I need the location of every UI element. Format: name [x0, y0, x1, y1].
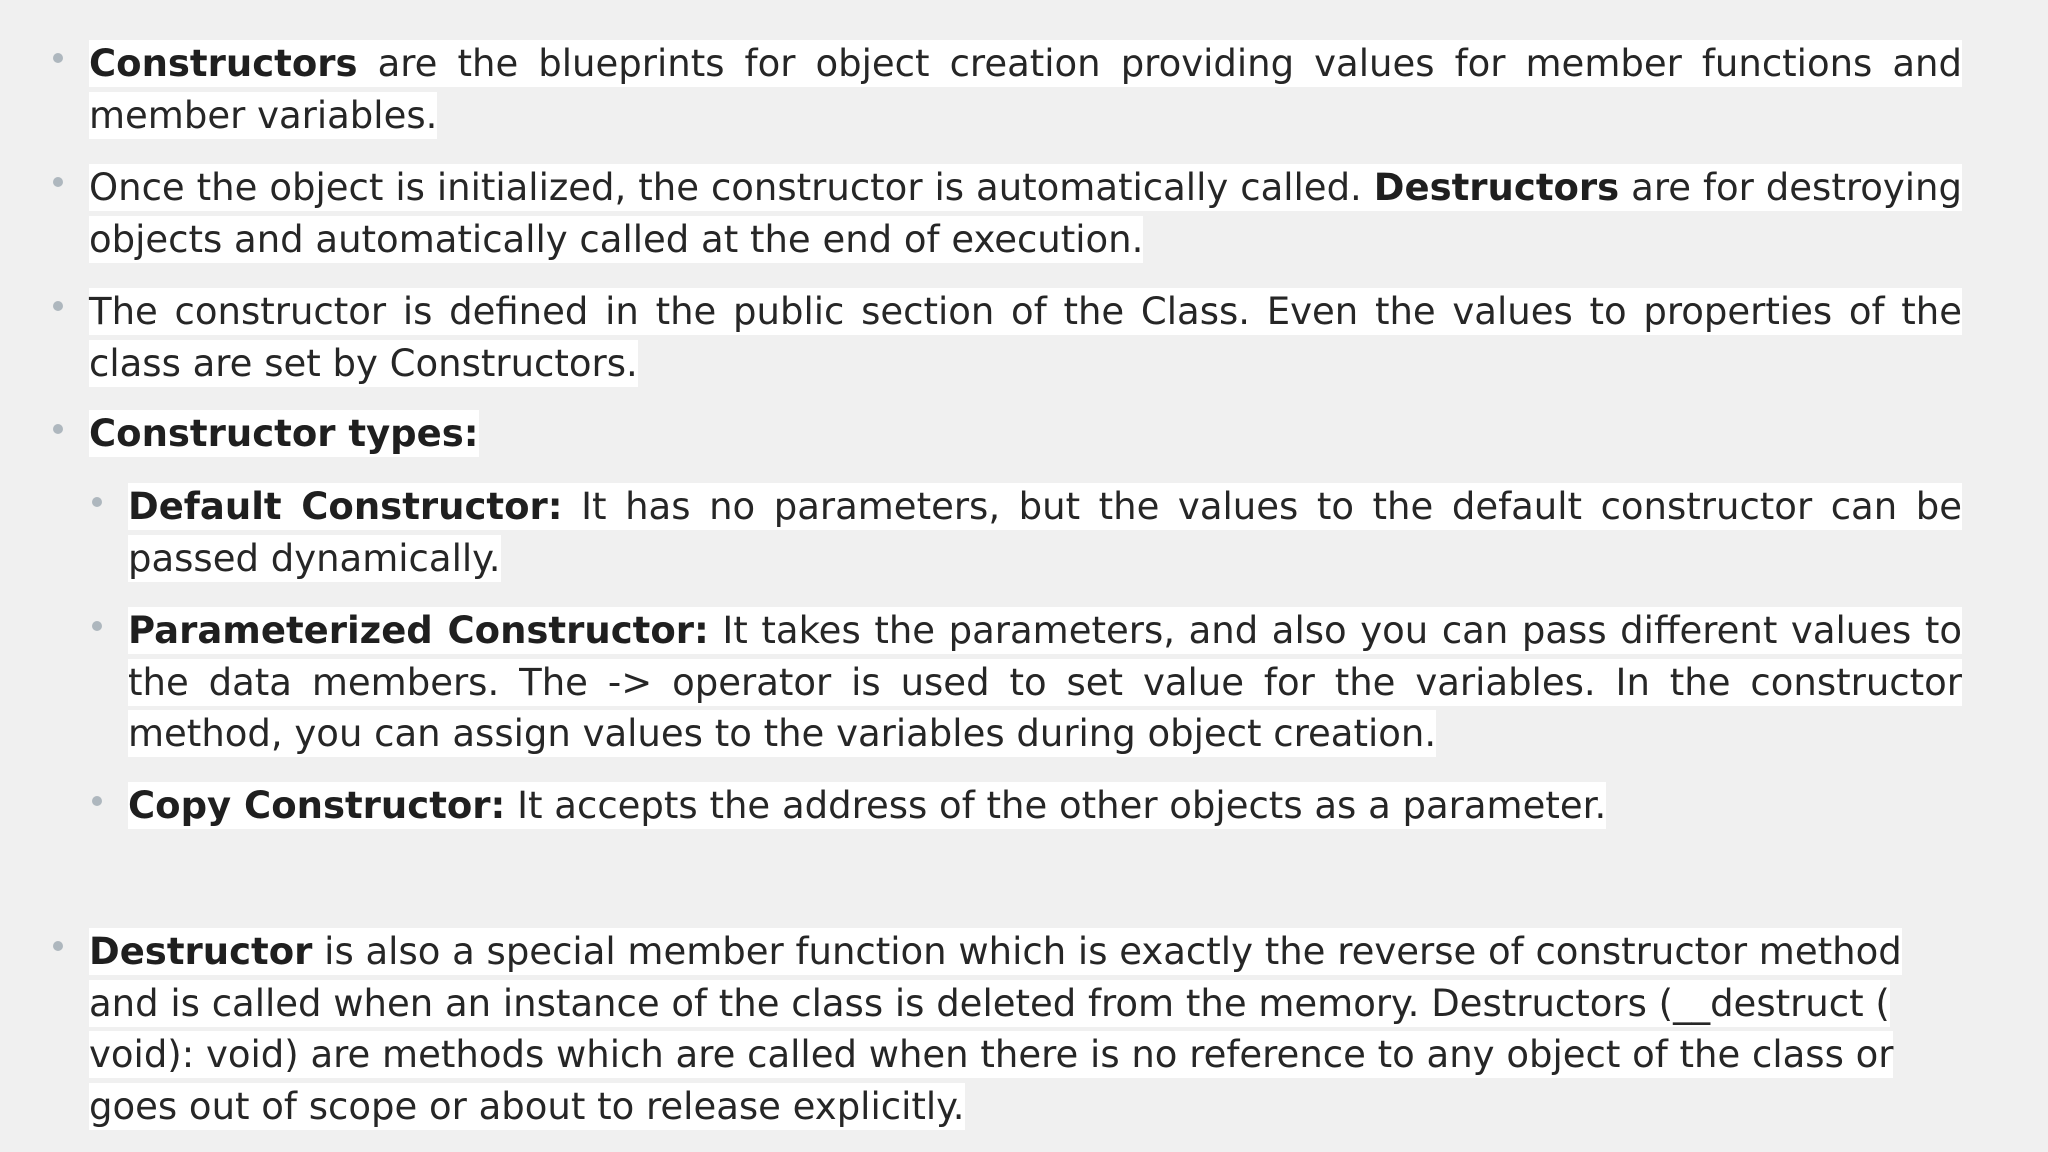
sub-bullet-copy-constructor — [128, 780, 1962, 832]
bullet-text-highlight — [128, 782, 1606, 829]
bullet-text-highlight — [89, 410, 479, 457]
bold-term: Constructor types: — [89, 412, 479, 455]
bullet-text-continued: are for destroying objects and automatically called at the end of execution. — [89, 166, 1962, 261]
bullet-text: It has no parameters, but the values to the default constructor can be passed dynamically. — [128, 485, 1962, 580]
bullet-dot — [53, 177, 63, 187]
bullet-text-highlight — [89, 40, 1962, 139]
bullet-destructor — [89, 926, 1949, 1132]
bold-term: Parameterized Constructor: — [128, 609, 709, 652]
bold-term: Default Constructor: — [128, 485, 563, 528]
bold-term: Destructor — [89, 930, 313, 973]
sub-bullet-parameterized-constructor — [128, 605, 1962, 760]
bullet-text-highlight — [89, 164, 1962, 263]
bullet-text-highlight — [89, 928, 1902, 1130]
bullet-text-highlight — [128, 607, 1962, 757]
sub-bullet-default-constructor — [128, 481, 1962, 584]
sub-bullet-dot — [92, 621, 102, 631]
bullet-constructors — [89, 38, 1962, 141]
bullet-text: are the blueprints for object creation providing values for member functions and member variables. — [89, 42, 1962, 137]
bullet-text: It takes the parameters, and also you can pass different values to the data members. The -> operator is used to set value for the variables. In the constructor method, you can assign values to the variables during object creation. — [128, 609, 1962, 755]
bullet-text: Once the object is initialized, the constructor is automatically called. — [89, 166, 1374, 209]
bullet-public-section — [89, 286, 1962, 389]
bullet-dot — [53, 424, 63, 434]
bullet-text: It accepts the address of the other objects as a parameter. — [505, 784, 1607, 827]
bold-term: Constructors — [89, 42, 358, 85]
bullet-text-highlight — [128, 483, 1962, 582]
sub-bullet-dot — [92, 497, 102, 507]
bullet-text: is also a special member function which is exactly the reverse of constructor method and is called when an instance of the class is deleted from the memory. Destructors (__destruct ( void): void) are methods which are called when there is no reference to any object of the class or goes out of scope or about to release explicitly. — [89, 930, 1902, 1128]
bullet-text: The constructor is defined in the public section of the Class. Even the values to properties of the class are set by Constructors. — [89, 290, 1962, 385]
bullet-object-initialized — [89, 162, 1962, 265]
bullet-constructor-types — [89, 408, 1962, 460]
bullet-dot — [53, 53, 63, 63]
bullet-dot — [53, 301, 63, 311]
bold-term: Destructors — [1373, 166, 1620, 209]
bold-term: Copy Constructor: — [128, 784, 506, 827]
bullet-dot — [53, 941, 63, 951]
sub-bullet-dot — [92, 796, 102, 806]
bullet-text-highlight — [89, 288, 1962, 387]
